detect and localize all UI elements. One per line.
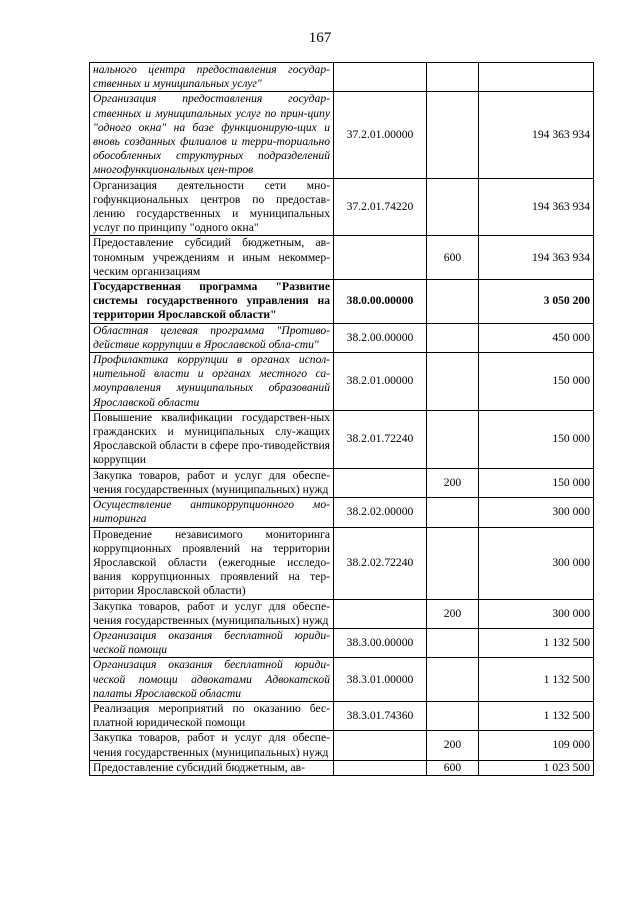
row-name-cell: Профилактика коррупции в органах испол-нительной власти и органах местного са-моуправления муниципальных образований Ярославской области bbox=[90, 353, 334, 411]
table-row bbox=[90, 280, 594, 324]
row-amount-cell: 1 132 500 bbox=[479, 701, 594, 730]
row-type-cell: 200 bbox=[427, 731, 479, 760]
row-name-cell: Осуществление антикоррупционного мо-ниторинга bbox=[90, 498, 334, 527]
row-code-cell: 38.3.01.74360 bbox=[334, 701, 427, 730]
row-code-cell: 38.3.00.00000 bbox=[334, 628, 427, 657]
row-code-cell: 38.0.00.00000 bbox=[334, 280, 427, 324]
row-name-cell: Закупка товаров, работ и услуг для обеспе-чения государственных (муниципальных) нужд bbox=[90, 468, 334, 497]
row-code-cell bbox=[334, 599, 427, 628]
row-code-cell: 38.3.01.00000 bbox=[334, 658, 427, 702]
table-row bbox=[90, 628, 594, 657]
table-row bbox=[90, 323, 594, 352]
row-amount-cell: 300 000 bbox=[479, 599, 594, 628]
row-type-cell bbox=[427, 353, 479, 411]
row-name-cell: Организация оказания бесплатной юриди-ческой помощи bbox=[90, 628, 334, 657]
row-amount-cell: 300 000 bbox=[479, 527, 594, 599]
row-type-cell: 600 bbox=[427, 236, 479, 280]
row-type-cell bbox=[427, 527, 479, 599]
page-number: 167 bbox=[308, 30, 332, 46]
row-name-cell: Предоставление субсидий бюджетным, ав-тономным учреждениям и иным некоммер-ческим организациям bbox=[90, 236, 334, 280]
row-name-cell: Проведение независимого мониторинга коррупционных проявлений на территории Ярославской области (ежегодные исследо-вания коррупционных проявлений на тер-ритории Ярославской области) bbox=[90, 527, 334, 599]
row-code-cell bbox=[334, 63, 427, 92]
row-amount-cell: 1 023 500 bbox=[479, 760, 594, 775]
row-code-cell: 38.2.02.72240 bbox=[334, 527, 427, 599]
row-type-cell bbox=[427, 92, 479, 178]
row-amount-cell: 300 000 bbox=[479, 498, 594, 527]
row-amount-cell bbox=[479, 63, 594, 92]
row-amount-cell: 150 000 bbox=[479, 410, 594, 468]
row-type-cell: 200 bbox=[427, 599, 479, 628]
row-name-cell: Предоставление субсидий бюджетным, ав- bbox=[90, 760, 334, 775]
budget-table-body bbox=[90, 63, 594, 776]
row-name-cell: Областная целевая программа "Противо-действие коррупции в Ярославской обла-сти" bbox=[90, 323, 334, 352]
table-row bbox=[90, 658, 594, 702]
table-row bbox=[90, 410, 594, 468]
table-row bbox=[90, 92, 594, 178]
row-code-cell: 38.2.02.00000 bbox=[334, 498, 427, 527]
table-row bbox=[90, 731, 594, 760]
row-code-cell: 38.2.01.72240 bbox=[334, 410, 427, 468]
table-row bbox=[90, 468, 594, 497]
row-amount-cell: 450 000 bbox=[479, 323, 594, 352]
row-code-cell bbox=[334, 236, 427, 280]
row-code-cell bbox=[334, 731, 427, 760]
row-type-cell bbox=[427, 701, 479, 730]
row-amount-cell: 109 000 bbox=[479, 731, 594, 760]
row-code-cell: 37.2.01.00000 bbox=[334, 92, 427, 178]
row-amount-cell: 150 000 bbox=[479, 468, 594, 497]
table-row bbox=[90, 599, 594, 628]
row-type-cell bbox=[427, 498, 479, 527]
row-amount-cell: 3 050 200 bbox=[479, 280, 594, 324]
row-name-cell: Реализация мероприятий по оказанию бес-платной юридической помощи bbox=[90, 701, 334, 730]
table-row bbox=[90, 701, 594, 730]
table-row bbox=[90, 236, 594, 280]
row-amount-cell: 194 363 934 bbox=[479, 92, 594, 178]
row-code-cell bbox=[334, 760, 427, 775]
row-type-cell bbox=[427, 178, 479, 236]
budget-table bbox=[89, 62, 594, 776]
row-type-cell: 200 bbox=[427, 468, 479, 497]
row-type-cell: 600 bbox=[427, 760, 479, 775]
row-name-cell: нального центра предоставления государ-ственных и муниципальных услуг" bbox=[90, 63, 334, 92]
row-type-cell bbox=[427, 410, 479, 468]
row-type-cell bbox=[427, 280, 479, 324]
row-code-cell: 38.2.01.00000 bbox=[334, 353, 427, 411]
row-amount-cell: 194 363 934 bbox=[479, 178, 594, 236]
row-amount-cell: 1 132 500 bbox=[479, 658, 594, 702]
table-row bbox=[90, 527, 594, 599]
row-type-cell bbox=[427, 323, 479, 352]
row-name-cell: Закупка товаров, работ и услуг для обеспе-чения государственных (муниципальных) нужд bbox=[90, 731, 334, 760]
row-name-cell: Повышение квалификации государствен-ных гражданских и муниципальных слу-жащих Ярославской области в сфере про-тиводействия коррупции bbox=[90, 410, 334, 468]
table-row bbox=[90, 178, 594, 236]
row-type-cell bbox=[427, 628, 479, 657]
table-row bbox=[90, 760, 594, 775]
row-code-cell bbox=[334, 468, 427, 497]
row-code-cell: 38.2.00.00000 bbox=[334, 323, 427, 352]
row-name-cell: Организация деятельности сети мно-гофункциональных центров по предостав-лению государственных и муниципальных услуг по принципу "одного окна" bbox=[90, 178, 334, 236]
row-name-cell: Организация оказания бесплатной юриди-ческой помощи адвокатами Адвокатской палаты Ярославской области bbox=[90, 658, 334, 702]
table-row bbox=[90, 63, 594, 92]
row-type-cell bbox=[427, 658, 479, 702]
row-name-cell: Организация предоставления государ-ственных и муниципальных услуг по прин-ципу "одного окна" на базе функционирую-щих и вновь созданных филиалов и терри-ториально обособленных структурных подразделений многофункциональных цен-тров bbox=[90, 92, 334, 178]
row-amount-cell: 150 000 bbox=[479, 353, 594, 411]
row-name-cell: Закупка товаров, работ и услуг для обеспе-чения государственных (муниципальных) нужд bbox=[90, 599, 334, 628]
row-amount-cell: 194 363 934 bbox=[479, 236, 594, 280]
table-row bbox=[90, 498, 594, 527]
row-name-cell: Государственная программа "Развитие системы государственного управления на территории Ярославской области" bbox=[90, 280, 334, 324]
row-type-cell bbox=[427, 63, 479, 92]
row-code-cell: 37.2.01.74220 bbox=[334, 178, 427, 236]
row-amount-cell: 1 132 500 bbox=[479, 628, 594, 657]
table-row bbox=[90, 353, 594, 411]
